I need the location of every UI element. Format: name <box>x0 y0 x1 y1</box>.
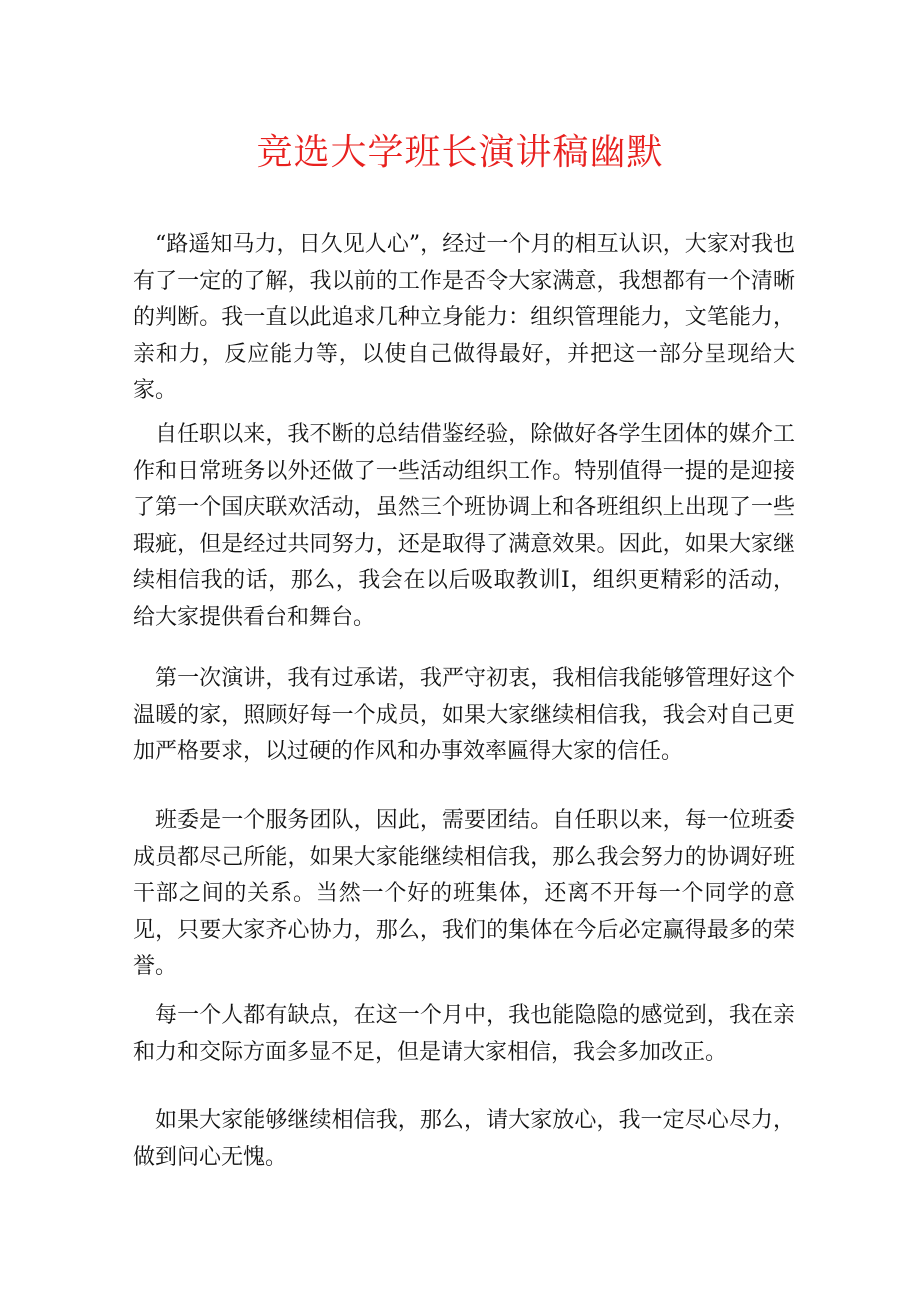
paragraph-3: 第一次演讲，我有过承诺，我严守初衷，我相信我能够管理好这个温暖的家，照顾好每一个成员，如果大家继续相信我，我会对自己更加严格要求，以过硬的作风和办事效率匾得大家的信任。 <box>133 666 795 765</box>
paragraph-1: “路遥知马力，日久见人心”，经过一个月的相互认识，大家对我也有了一定的了解，我以前的工作是否令大家满意，我想都有一个清晰的判断。我一直以此追求几种立身能力：组织管理能力，文笔能力，亲和力，反应能力等，以使自己做得最好，并把这一部分呈现给大家。 <box>133 232 795 404</box>
paragraph-5: 每一个人都有缺点，在这一个月中，我也能隐隐的感觉到，我在亲和力和交际方面多显不足，但是请大家相信，我会多加改正。 <box>133 1003 795 1065</box>
paragraph-6: 如果大家能够继续相信我，那么，请大家放心，我一定尽心尽力，做到问心无愧。 <box>133 1108 795 1170</box>
document-title: 竞选大学班长演讲稿幽默 <box>256 132 664 173</box>
paragraph-4: 班委是一个服务团队，因此，需要团结。自任职以来，每一位班委成员都尽己所能，如果大家能继续相信我，那么我会努力的协调好班干部之间的关系。当然一个好的班集体，还离不开每一个同学的意见，只要大家齐心协力，那么，我们的集体在今后必定赢得最多的荣誉。 <box>133 808 795 980</box>
paragraph-2: 自任职以来，我不断的总结借鉴经验，除做好各学生团体的媒介工作和日常班务以外还做了一些活动组织工作。特别值得一提的是迎接了第一个国庆联欢活动，虽然三个班协调上和各班组织上出现了一些瑕疵，但是经过共同努力，还是取得了满意效果。因此，如果大家继续相信我的话，那么，我会在以后吸取教训I，组织更精彩的活动，给大家提供看台和舞台。 <box>133 422 795 630</box>
